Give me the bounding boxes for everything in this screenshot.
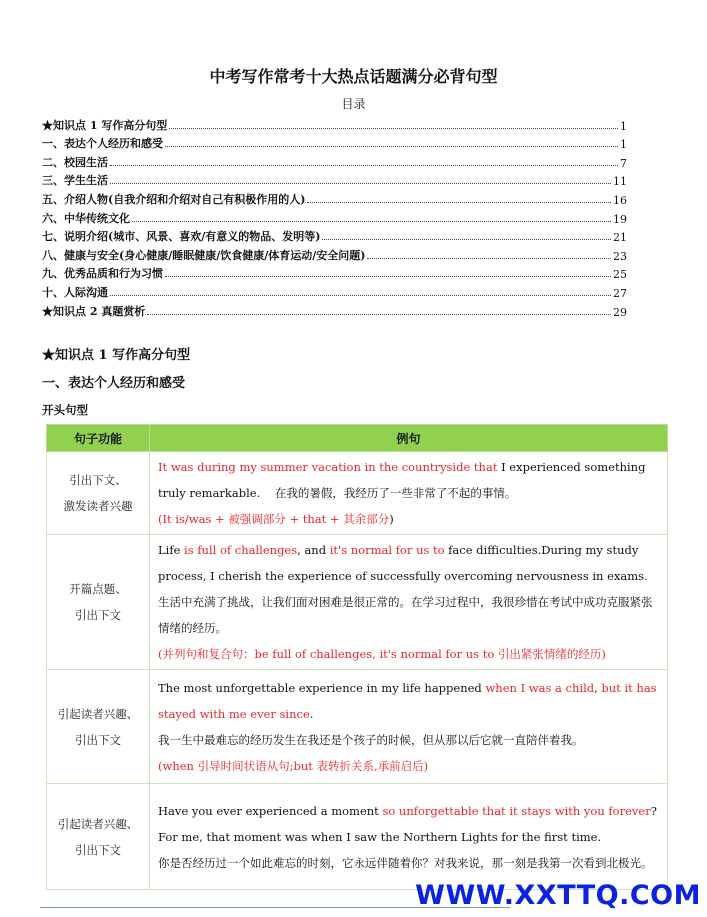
toc-leader-dots xyxy=(110,165,618,166)
example-note: (并列句和复合句：be full of challenges, it's normal for us to 引出紧张情绪的经历) xyxy=(158,647,606,661)
subheading-opening-sentences: 开头句型 xyxy=(42,403,88,417)
function-line: 引起读者兴趣、 xyxy=(57,816,139,831)
toc-entry-label: 三、学生生活 xyxy=(42,174,108,188)
example-chinese: 在我的暑假，我经历了一些非常了不起的事情。 xyxy=(274,486,517,500)
function-line: 引出下文 xyxy=(75,842,121,857)
example-cell xyxy=(150,535,668,670)
plain-text: , and xyxy=(297,543,330,557)
toc-heading: 目录 xyxy=(341,97,366,111)
toc-entry[interactable] xyxy=(42,170,627,189)
toc-leader-dots xyxy=(307,202,611,203)
function-line: 引出下文 xyxy=(75,608,121,622)
example-note xyxy=(158,506,659,532)
plain-text: Life xyxy=(158,543,185,557)
note-text: (It is/was + xyxy=(158,512,229,526)
plain-text: , xyxy=(594,680,602,695)
toc-leader-dots xyxy=(169,128,618,129)
toc-entry-label: 十、人际沟通 xyxy=(42,285,108,299)
plain-text: Have you ever experienced a moment xyxy=(158,803,383,818)
section-heading: ★知识点 1 写作高分句型 xyxy=(42,348,191,363)
toc-entry-label: 八、健康与安全(身心健康/睡眠健康/饮食健康/体育运动/安全问题) xyxy=(42,248,366,262)
subsection-heading: 一、表达个人经历和感受 xyxy=(42,376,186,391)
note-text: ) xyxy=(389,512,394,526)
highlight-phrase: so unforgettable that it stays with you forever xyxy=(382,803,651,818)
page-title: 中考写作常考十大热点话题满分必背句型 xyxy=(209,67,498,86)
toc-entry-page: 27 xyxy=(613,286,627,300)
toc-leader-dots xyxy=(322,239,611,240)
function-cell xyxy=(47,535,150,670)
function-line: 开篇点题、 xyxy=(69,582,127,596)
example-note: (when 引导时间状语从句;but 表转折关系,承前启后) xyxy=(158,758,429,773)
toc-entry[interactable] xyxy=(42,207,627,226)
toc-entry-label: ★知识点 1 写作高分句型 xyxy=(42,118,168,132)
table-row xyxy=(47,535,668,670)
toc-entry[interactable] xyxy=(42,151,627,170)
highlight-phrase: It was during my summer vacation in the countryside that xyxy=(158,460,498,474)
example-chinese: 生活中充满了挑战，让我们面对困难是很正常的。在学习过程中，我很珍惜在考试中成功克服紧张情绪的经历。 xyxy=(158,595,653,635)
plain-text: ? For me, that moment was when I saw the Northern Lights for the first time. xyxy=(158,803,657,844)
toc-entry-label: 一、表达个人经历和感受 xyxy=(42,137,163,151)
toc-entry[interactable] xyxy=(42,133,627,152)
toc-entry-page: 23 xyxy=(613,249,627,263)
function-line: 引起读者兴趣、 xyxy=(57,706,139,721)
toc-entry-page: 11 xyxy=(613,175,627,189)
toc-entry-page: 19 xyxy=(613,212,627,226)
toc-entry-page: 29 xyxy=(613,305,627,319)
toc-entry[interactable] xyxy=(42,300,627,319)
plain-text: I experienced something truly remarkable. xyxy=(158,460,646,500)
toc-entry-label: 九、优秀品质和行为习惯 xyxy=(42,267,163,281)
toc-leader-dots xyxy=(165,146,618,147)
note-text: 被强调部分 + that + 其余部分 xyxy=(228,512,390,526)
toc-leader-dots xyxy=(165,276,611,277)
toc-entry[interactable] xyxy=(42,226,627,245)
toc-entry[interactable] xyxy=(42,244,627,263)
toc-entry[interactable] xyxy=(42,188,627,207)
example-english xyxy=(158,675,659,727)
plain-text: face difficulties.During my study process, I cherish the experience of successfully overcoming nervousness in exams. xyxy=(158,543,648,583)
toc-entry[interactable] xyxy=(42,114,627,133)
toc-leader-dots xyxy=(367,258,611,259)
toc-entry-label: ★知识点 2 真题赏析 xyxy=(42,304,146,318)
toc-entry-page: 16 xyxy=(613,193,627,207)
footer-divider xyxy=(40,907,510,908)
toc-leader-dots xyxy=(132,221,611,222)
highlight-phrase: is full of challenges xyxy=(184,543,298,557)
table-of-contents xyxy=(42,114,627,319)
toc-entry-page: 7 xyxy=(620,156,627,170)
sentence-table xyxy=(46,424,668,890)
toc-entry-label: 七、说明介绍(城市、风景、喜欢/有意义的物品、发明等) xyxy=(42,230,321,244)
column-header-function: 句子功能 xyxy=(47,425,150,452)
toc-entry[interactable] xyxy=(42,263,627,282)
toc-entry-label: 二、校园生活 xyxy=(42,155,108,169)
example-cell xyxy=(150,784,668,890)
function-cell xyxy=(47,452,150,535)
toc-entry-label: 五、介绍人物(自我介绍和介绍对自己有积极作用的人) xyxy=(42,192,306,206)
example-chinese: 我一生中最难忘的经历发生在我还是个孩子的时候，但从那以后它就一直陪伴着我。 xyxy=(158,732,584,747)
highlight-phrase: when I was a child xyxy=(485,680,595,695)
toc-entry-label: 六、中华传统文化 xyxy=(42,211,130,225)
table-row xyxy=(47,452,668,535)
watermark-logo: WWW.XXTTQ.COM xyxy=(415,880,701,911)
function-line: 引出下文、 xyxy=(69,473,127,487)
plain-text: . xyxy=(309,706,314,721)
function-line: 引出下文 xyxy=(75,732,121,747)
function-cell xyxy=(47,670,150,784)
example-cell xyxy=(150,670,668,784)
toc-leader-dots xyxy=(147,314,611,315)
table-header-row xyxy=(47,425,668,452)
toc-entry[interactable] xyxy=(42,281,627,300)
function-cell xyxy=(47,784,150,890)
example-english xyxy=(158,454,659,506)
highlight-phrase: but it has stayed with me ever since xyxy=(158,680,657,721)
toc-entry-page: 25 xyxy=(613,268,627,282)
example-english xyxy=(158,537,659,589)
toc-leader-dots xyxy=(110,183,611,184)
highlight-phrase: it's normal for us to xyxy=(329,543,445,557)
toc-entry-page: 21 xyxy=(613,231,627,245)
column-header-example: 例句 xyxy=(150,425,668,452)
example-cell xyxy=(150,452,668,535)
plain-text: The most unforgettable experience in my life happened xyxy=(158,680,486,695)
function-line: 激发读者兴趣 xyxy=(63,499,133,513)
example-chinese: 你是否经历过一个如此难忘的时刻，它永远伴随着你？对我来说，那一刻是我第一次看到北极光。 xyxy=(158,855,653,870)
example-english xyxy=(158,798,659,850)
toc-leader-dots xyxy=(110,295,611,296)
table-row xyxy=(47,784,668,890)
toc-entry-page: 1 xyxy=(620,119,627,133)
toc-entry-page: 1 xyxy=(620,138,627,152)
table-row xyxy=(47,670,668,784)
